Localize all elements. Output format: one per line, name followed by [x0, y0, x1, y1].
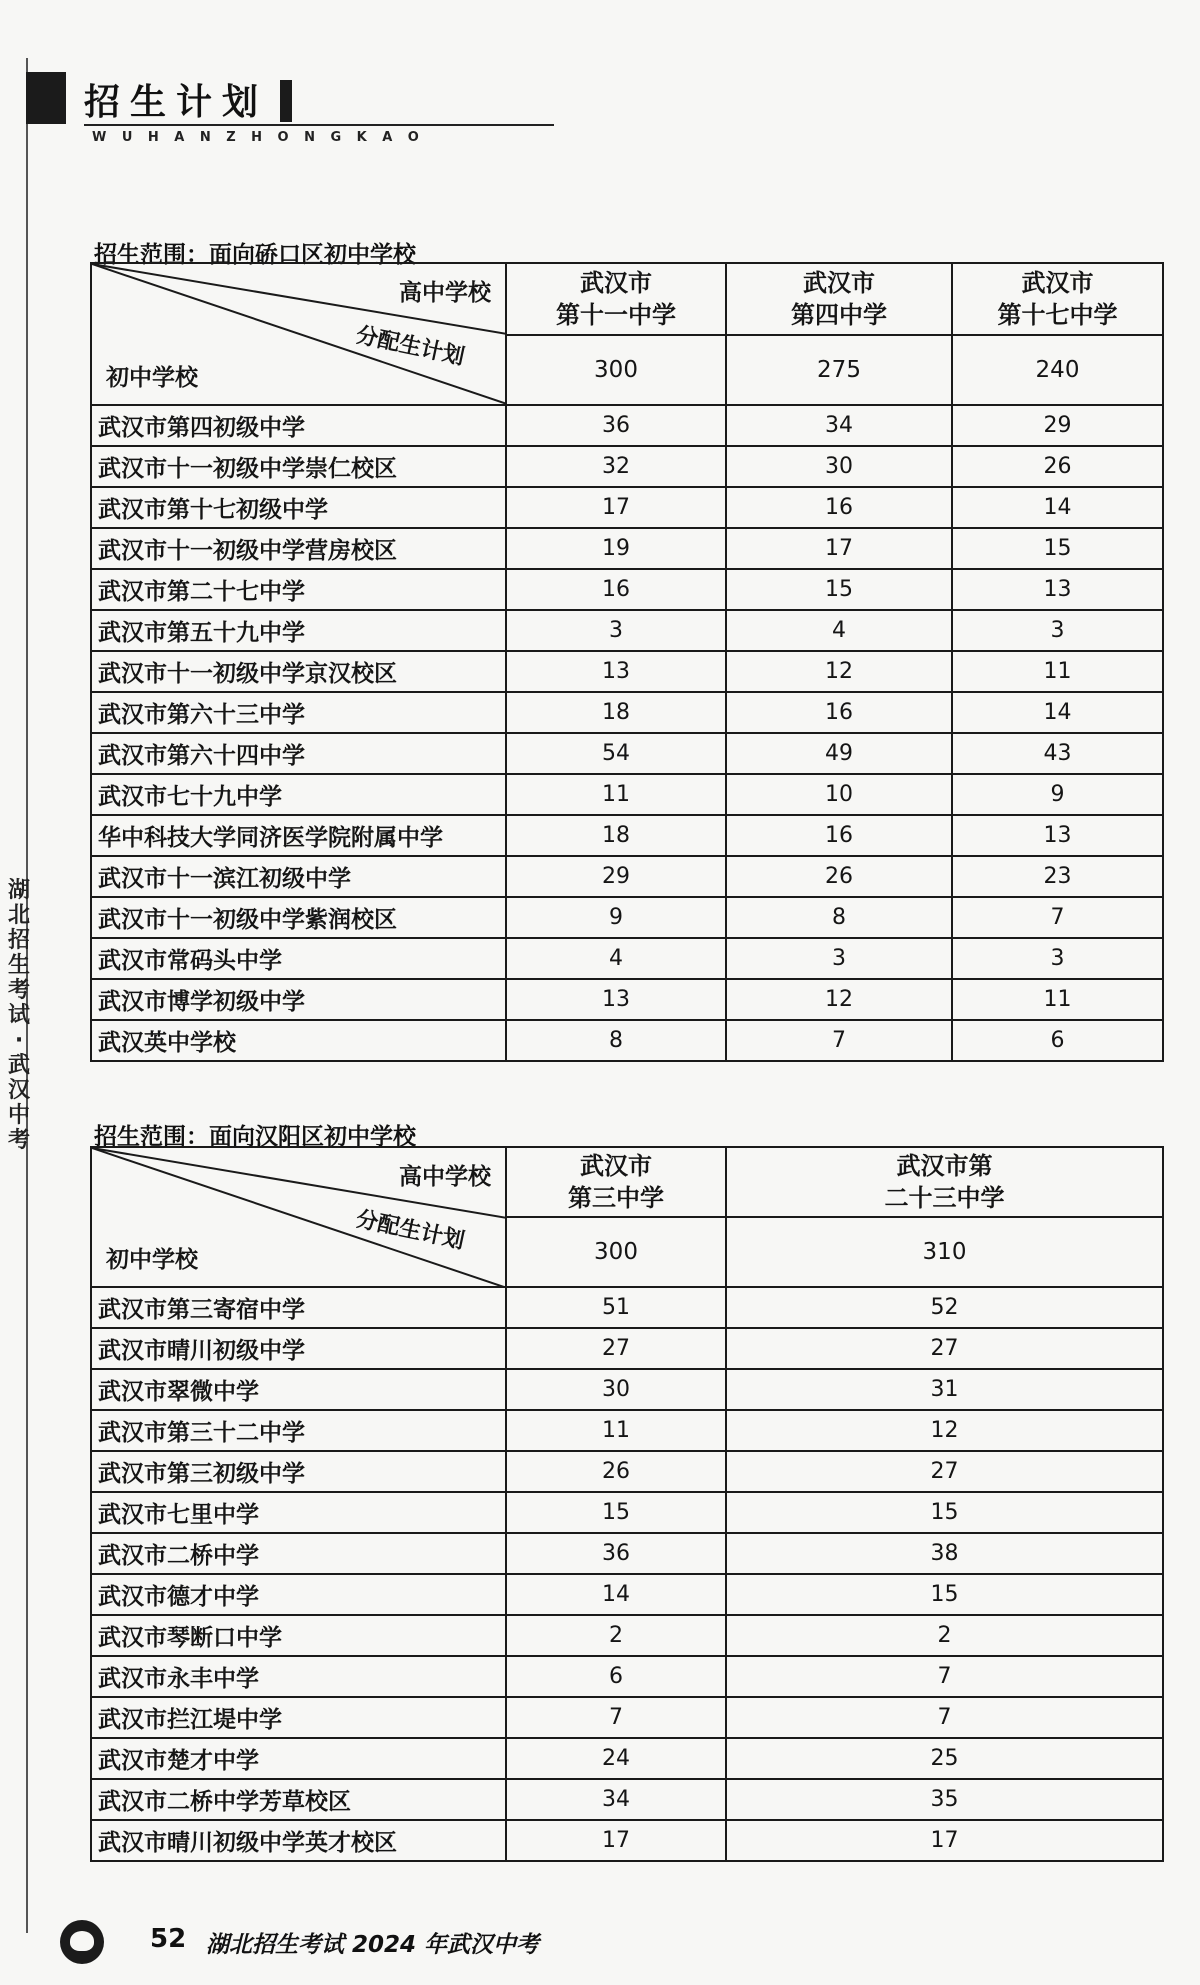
section-title-hanyang: 招生范围：面向汉阳区初中学校 — [94, 1124, 416, 1150]
junior-school-name: 武汉市十一初级中学京汉校区 — [91, 651, 506, 692]
allocation-value: 3 — [506, 610, 726, 651]
allocation-value: 36 — [506, 1533, 726, 1574]
table-row — [91, 446, 1163, 487]
junior-school-name: 武汉市博学初级中学 — [91, 979, 506, 1020]
allocation-value: 43 — [952, 733, 1163, 774]
table-header-row — [91, 1147, 1163, 1217]
allocation-value: 7 — [506, 1697, 726, 1738]
corner-cell — [91, 263, 506, 405]
allocation-value: 8 — [726, 897, 952, 938]
junior-school-name: 武汉市十一初级中学紫润校区 — [91, 897, 506, 938]
allocation-value: 16 — [726, 487, 952, 528]
allocation-value: 2 — [726, 1615, 1163, 1656]
allocation-value: 12 — [726, 979, 952, 1020]
table-row — [91, 1369, 1163, 1410]
allocation-value: 19 — [506, 528, 726, 569]
junior-school-name: 武汉市第四初级中学 — [91, 405, 506, 446]
junior-school-name: 武汉市七里中学 — [91, 1492, 506, 1533]
table-row — [91, 1738, 1163, 1779]
table-row — [91, 405, 1163, 446]
qiaokou-plan-table — [90, 262, 1164, 1062]
allocation-value: 11 — [952, 651, 1163, 692]
junior-school-name: 武汉市第三初级中学 — [91, 1451, 506, 1492]
allocation-value: 8 — [506, 1020, 726, 1061]
allocation-value: 18 — [506, 692, 726, 733]
junior-school-name: 武汉市拦江堤中学 — [91, 1697, 506, 1738]
corner-junior-school-label: 初中学校 — [106, 365, 198, 391]
allocation-value: 12 — [726, 1410, 1163, 1451]
allocation-value: 11 — [506, 774, 726, 815]
allocation-value: 7 — [726, 1697, 1163, 1738]
junior-school-name: 武汉市十一滨江初级中学 — [91, 856, 506, 897]
allocation-value: 17 — [506, 1820, 726, 1861]
page-number: 52 — [150, 1924, 187, 1954]
allocation-value: 3 — [726, 938, 952, 979]
table-row — [91, 487, 1163, 528]
junior-school-name: 武汉市十一初级中学崇仁校区 — [91, 446, 506, 487]
allocation-value: 15 — [952, 528, 1163, 569]
plan-total: 310 — [726, 1217, 1163, 1287]
page-header-subtitle: WUHANZHONGKAO — [92, 130, 435, 145]
allocation-value: 6 — [952, 1020, 1163, 1061]
table-row — [91, 1820, 1163, 1861]
allocation-value: 11 — [506, 1410, 726, 1451]
table-row — [91, 1574, 1163, 1615]
allocation-value: 13 — [506, 651, 726, 692]
table-row — [91, 651, 1163, 692]
allocation-value: 11 — [952, 979, 1163, 1020]
allocation-value: 10 — [726, 774, 952, 815]
allocation-value: 29 — [506, 856, 726, 897]
allocation-value: 18 — [506, 815, 726, 856]
allocation-value: 13 — [506, 979, 726, 1020]
junior-school-name: 武汉市七十九中学 — [91, 774, 506, 815]
allocation-value: 34 — [506, 1779, 726, 1820]
allocation-value: 2 — [506, 1615, 726, 1656]
corner-high-school-label: 高中学校 — [399, 280, 491, 306]
allocation-value: 26 — [952, 446, 1163, 487]
allocation-value: 17 — [726, 1820, 1163, 1861]
plan-total: 240 — [952, 335, 1163, 405]
allocation-value: 26 — [506, 1451, 726, 1492]
allocation-value: 25 — [726, 1738, 1163, 1779]
junior-school-name: 武汉市晴川初级中学英才校区 — [91, 1820, 506, 1861]
allocation-value: 3 — [952, 938, 1163, 979]
junior-school-name: 武汉市二桥中学 — [91, 1533, 506, 1574]
allocation-value: 26 — [726, 856, 952, 897]
table-row — [91, 856, 1163, 897]
allocation-value: 13 — [952, 815, 1163, 856]
allocation-value: 32 — [506, 446, 726, 487]
allocation-value: 31 — [726, 1369, 1163, 1410]
allocation-value: 51 — [506, 1287, 726, 1328]
table-row — [91, 1656, 1163, 1697]
column-header-school: 武汉市 第四中学 — [726, 263, 952, 335]
table-row — [91, 1492, 1163, 1533]
allocation-value: 34 — [726, 405, 952, 446]
publication-logo-icon — [60, 1920, 104, 1964]
allocation-value: 16 — [726, 692, 952, 733]
junior-school-name: 武汉市十一初级中学营房校区 — [91, 528, 506, 569]
allocation-value: 3 — [952, 610, 1163, 651]
table-row — [91, 1020, 1163, 1061]
allocation-value: 49 — [726, 733, 952, 774]
junior-school-name: 武汉市第十七初级中学 — [91, 487, 506, 528]
corner-junior-school-label: 初中学校 — [106, 1247, 198, 1273]
table-row — [91, 979, 1163, 1020]
allocation-value: 7 — [952, 897, 1163, 938]
junior-school-name: 武汉市二桥中学芳草校区 — [91, 1779, 506, 1820]
allocation-value: 9 — [952, 774, 1163, 815]
allocation-value: 23 — [952, 856, 1163, 897]
allocation-value: 17 — [726, 528, 952, 569]
allocation-value: 7 — [726, 1020, 952, 1061]
allocation-value: 27 — [506, 1328, 726, 1369]
junior-school-name: 武汉市晴川初级中学 — [91, 1328, 506, 1369]
junior-school-name: 武汉市第六十三中学 — [91, 692, 506, 733]
allocation-value: 15 — [726, 569, 952, 610]
allocation-value: 52 — [726, 1287, 1163, 1328]
table-row — [91, 1697, 1163, 1738]
allocation-value: 54 — [506, 733, 726, 774]
table-row — [91, 1779, 1163, 1820]
allocation-value: 15 — [506, 1492, 726, 1533]
junior-school-name: 武汉市永丰中学 — [91, 1656, 506, 1697]
allocation-value: 30 — [726, 446, 952, 487]
plan-total: 300 — [506, 335, 726, 405]
allocation-value: 16 — [726, 815, 952, 856]
junior-school-name: 武汉市翠微中学 — [91, 1369, 506, 1410]
allocation-value: 14 — [952, 692, 1163, 733]
allocation-value: 16 — [506, 569, 726, 610]
table-row — [91, 774, 1163, 815]
junior-school-name: 武汉市第五十九中学 — [91, 610, 506, 651]
table-row — [91, 692, 1163, 733]
corner-plan-label: 分配生计划 — [353, 322, 467, 371]
allocation-value: 30 — [506, 1369, 726, 1410]
corner-plan-label: 分配生计划 — [353, 1206, 467, 1255]
allocation-value: 35 — [726, 1779, 1163, 1820]
hanyang-plan-table — [90, 1146, 1164, 1862]
column-header-school: 武汉市第 二十三中学 — [726, 1147, 1163, 1217]
allocation-value: 9 — [506, 897, 726, 938]
junior-school-name: 武汉市琴断口中学 — [91, 1615, 506, 1656]
column-header-school: 武汉市 第十七中学 — [952, 263, 1163, 335]
junior-school-name: 武汉市第三寄宿中学 — [91, 1287, 506, 1328]
table-row — [91, 897, 1163, 938]
junior-school-name: 武汉英中学校 — [91, 1020, 506, 1061]
table-row — [91, 1533, 1163, 1574]
junior-school-name: 武汉市第二十七中学 — [91, 569, 506, 610]
junior-school-name: 武汉市常码头中学 — [91, 938, 506, 979]
allocation-value: 4 — [726, 610, 952, 651]
allocation-value: 24 — [506, 1738, 726, 1779]
junior-school-name: 武汉市德才中学 — [91, 1574, 506, 1615]
allocation-value: 38 — [726, 1533, 1163, 1574]
table-row — [91, 1615, 1163, 1656]
table-row — [91, 733, 1163, 774]
plan-total: 300 — [506, 1217, 726, 1287]
header-bar — [26, 72, 66, 124]
allocation-value: 36 — [506, 405, 726, 446]
header-mark — [280, 80, 292, 122]
corner-cell — [91, 1147, 506, 1287]
junior-school-name: 武汉市第三十二中学 — [91, 1410, 506, 1451]
side-label: 湖北招生考试·武汉中考 — [7, 878, 30, 1153]
table-row — [91, 815, 1163, 856]
section-title-qiaokou: 招生范围：面向硚口区初中学校 — [94, 242, 416, 268]
column-header-school: 武汉市 第十一中学 — [506, 263, 726, 335]
table-row — [91, 569, 1163, 610]
allocation-value: 7 — [726, 1656, 1163, 1697]
allocation-value: 13 — [952, 569, 1163, 610]
junior-school-name: 武汉市楚才中学 — [91, 1738, 506, 1779]
table-row — [91, 1451, 1163, 1492]
allocation-value: 14 — [952, 487, 1163, 528]
column-header-school: 武汉市 第三中学 — [506, 1147, 726, 1217]
publication-title: 湖北招生考试 2024 年武汉中考 — [206, 1932, 540, 1958]
allocation-value: 14 — [506, 1574, 726, 1615]
allocation-value: 27 — [726, 1451, 1163, 1492]
table-row — [91, 528, 1163, 569]
allocation-value: 15 — [726, 1492, 1163, 1533]
header-underline — [84, 124, 554, 126]
junior-school-name: 华中科技大学同济医学院附属中学 — [91, 815, 506, 856]
table-row — [91, 610, 1163, 651]
allocation-value: 12 — [726, 651, 952, 692]
corner-high-school-label: 高中学校 — [399, 1164, 491, 1190]
allocation-value: 15 — [726, 1574, 1163, 1615]
table-row — [91, 1410, 1163, 1451]
junior-school-name: 武汉市第六十四中学 — [91, 733, 506, 774]
table-row — [91, 938, 1163, 979]
table-header-row — [91, 263, 1163, 335]
table-row — [91, 1328, 1163, 1369]
allocation-value: 4 — [506, 938, 726, 979]
page-header-title: 招生计划 — [84, 82, 269, 123]
plan-total: 275 — [726, 335, 952, 405]
allocation-value: 29 — [952, 405, 1163, 446]
allocation-value: 17 — [506, 487, 726, 528]
allocation-value: 6 — [506, 1656, 726, 1697]
table-row — [91, 1287, 1163, 1328]
allocation-value: 27 — [726, 1328, 1163, 1369]
